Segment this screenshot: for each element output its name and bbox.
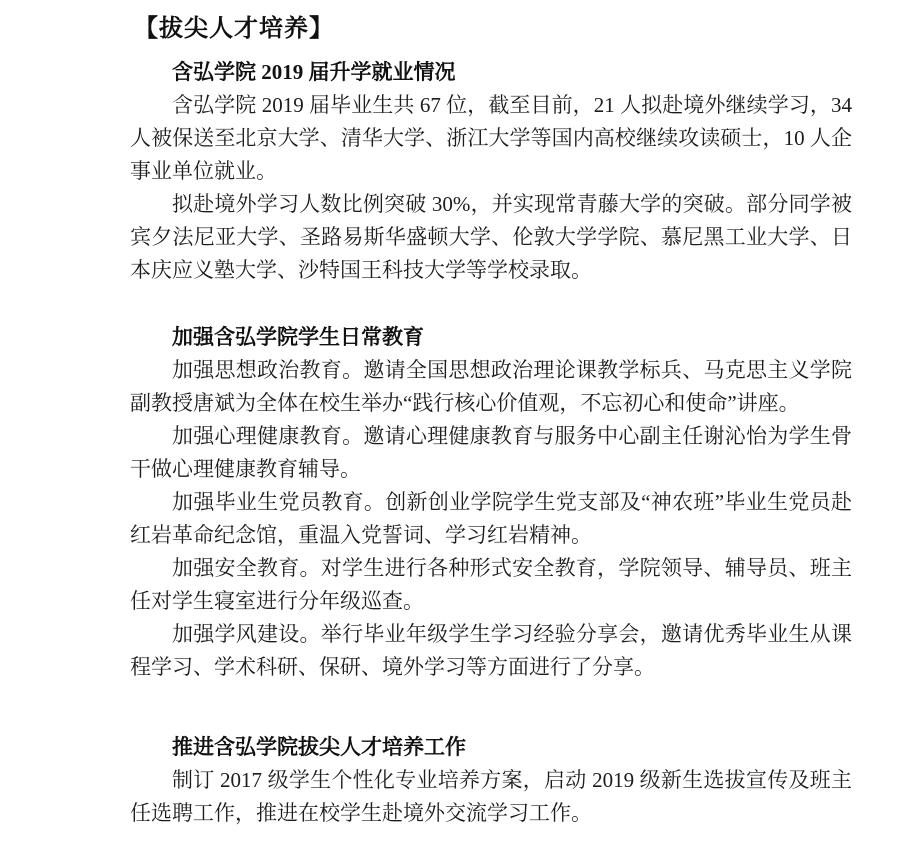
paragraph: 加强学风建设。举行毕业年级学生学习经验分享会，邀请优秀毕业生从课程学习、学术科研、保研、境外学习等方面进行了分享。 (130, 622, 852, 679)
section-shengxue-jiuye (130, 56, 852, 287)
section-richang-jiaoyu (130, 321, 852, 684)
section-title: 推进含弘学院拔尖人才培养工作 (172, 735, 466, 759)
paragraph: 加强毕业生党员教育。创新创业学院学生党支部及“神农班”毕业生党员赴红岩革命纪念馆，重温入党誓词、学习红岩精神。 (130, 490, 852, 547)
section-rencai-peiyang (130, 731, 852, 830)
paragraph: 拟赴境外学习人数比例突破 30%，并实现常青藤大学的突破。部分同学被宾夕法尼亚大学、圣路易斯华盛顿大学、伦敦大学学院、慕尼黑工业大学、日本庆应义塾大学、沙特国王科技大学等学校录取。 (130, 192, 852, 282)
paragraph: 加强思想政治教育。邀请全国思想政治理论课教学标兵、马克思主义学院副教授唐斌为全体在校生举办“践行核心价值观，不忘初心和使命”讲座。 (130, 358, 852, 415)
paragraph: 加强心理健康教育。邀请心理健康教育与服务中心副主任谢沁怡为学生骨干做心理健康教育辅导。 (130, 424, 852, 481)
paragraph: 加强安全教育。对学生进行各种形式安全教育，学院领导、辅导员、班主任对学生寝室进行分年级巡查。 (130, 556, 852, 613)
paragraph: 含弘学院 2019 届毕业生共 67 位，截至目前，21 人拟赴境外继续学习，34 人被保送至北京大学、清华大学、浙江大学等国内高校继续攻读硕士，10 人企事业单位就业。 (130, 93, 852, 183)
page-title: 【拔尖人才培养】 (134, 15, 334, 42)
section-title: 含弘学院 2019 届升学就业情况 (172, 60, 456, 84)
paragraph: 制订 2017 级学生个性化专业培养方案，启动 2019 级新生选拔宣传及班主任选聘工作，推进在校学生赴境外交流学习工作。 (130, 768, 852, 825)
section-title: 加强含弘学院学生日常教育 (172, 325, 424, 349)
